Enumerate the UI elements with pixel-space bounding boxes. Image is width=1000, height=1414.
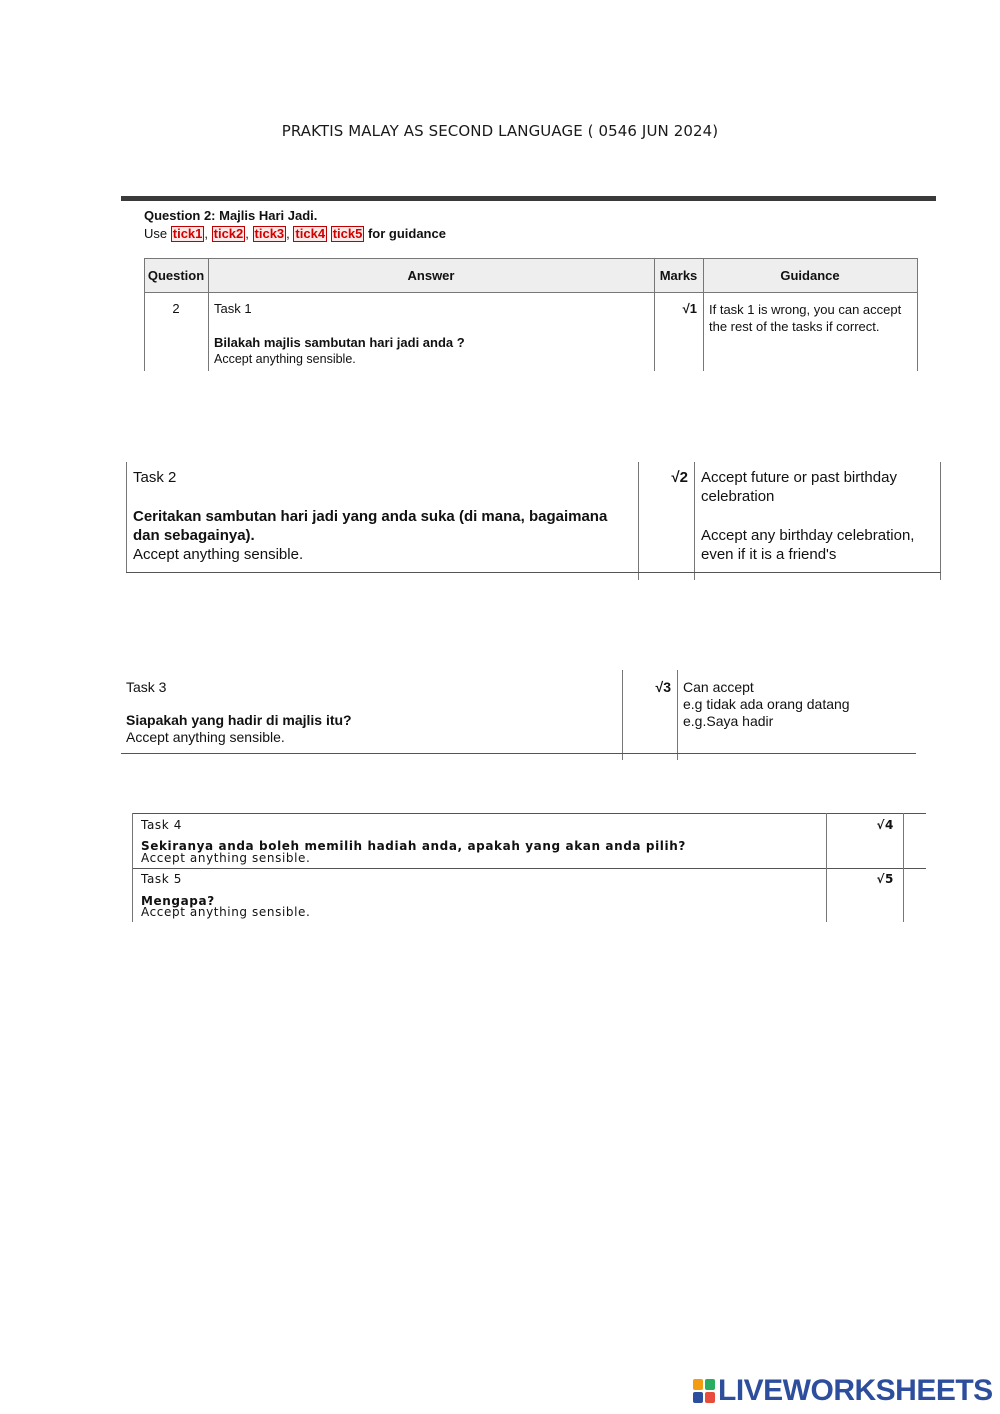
use-suffix: for guidance — [367, 226, 446, 241]
task-prompt: Mengapa? — [141, 894, 215, 908]
task-1-table — [144, 258, 918, 371]
marks-value: √5 — [876, 872, 894, 886]
divider — [121, 196, 936, 201]
column-header-question: Question — [147, 268, 205, 283]
question-heading: Question 2: Majlis Hari Jadi. — [144, 208, 318, 223]
use-prefix: Use — [144, 226, 168, 241]
marks-value: √4 — [876, 818, 894, 832]
marks-value: √2 — [671, 469, 688, 486]
tick-3-label: tick3 — [254, 226, 285, 241]
liveworksheets-logo — [693, 1376, 993, 1406]
logo-text: LIVEWORKSHEETS — [718, 1374, 993, 1407]
tick-2-label: tick2 — [213, 226, 244, 241]
column-header-answer: Answer — [407, 268, 455, 283]
marks-value: √3 — [655, 679, 671, 695]
task-label: Task 1 — [214, 301, 252, 316]
tick-4-label: tick4 — [295, 226, 326, 241]
page-title: PRAKTIS MALAY AS SECOND LANGUAGE ( 0546 JUN 2024) — [281, 122, 719, 140]
guidance-line-2: e.g tidak ada orang datang — [683, 696, 850, 712]
task-2-table — [126, 462, 941, 580]
guidance-instruction: Use tick1 , tick2 , tick3 , tick4 tick5 for guidance — [144, 226, 446, 241]
task-note: Accept anything sensible. — [133, 546, 304, 563]
marks-value: √1 — [682, 301, 697, 316]
task-label: Task 5 — [141, 872, 182, 886]
task-label: Task 4 — [141, 818, 182, 832]
column-header-marks: Marks — [659, 268, 698, 283]
task-note: Accept anything sensible. — [214, 352, 356, 366]
task-3-table — [121, 670, 916, 760]
task-prompt: Sekiranya anda boleh memilih hadiah anda, apakah yang akan anda pilih? — [141, 839, 686, 853]
tick-5-label: tick5 — [332, 226, 363, 241]
guidance-line-1: Can accept — [683, 679, 754, 695]
task-4-5-table — [132, 813, 926, 922]
task-prompt: Siapakah yang hadir di majlis itu? — [126, 712, 352, 728]
guidance-line-3: e.g.Saya hadir — [683, 713, 774, 729]
guidance-text: If task 1 is wrong, you can accept the rest of the tasks if correct. — [709, 302, 902, 334]
task-prompt: Ceritakan sambutan hari jadi yang anda suka (di mana, bagaimana dan sebagainya). — [133, 508, 608, 544]
guidance-text-1: Accept future or past birthday celebration — [701, 469, 897, 505]
column-header-guidance: Guidance — [780, 268, 840, 283]
task-note: Accept anything sensible. — [141, 851, 311, 865]
liveworksheets-logo-icon — [693, 1379, 715, 1403]
task-note: Accept anything sensible. — [126, 729, 285, 745]
guidance-text-2: Accept any birthday celebration, even if it is a friend's — [701, 527, 915, 563]
task-label: Task 3 — [126, 679, 167, 695]
tick-1-label: tick1 — [172, 226, 203, 241]
question-number: 2 — [172, 301, 180, 316]
task-prompt: Bilakah majlis sambutan hari jadi anda ? — [214, 335, 465, 350]
task-note: Accept anything sensible. — [141, 905, 311, 919]
task-label: Task 2 — [133, 469, 177, 486]
